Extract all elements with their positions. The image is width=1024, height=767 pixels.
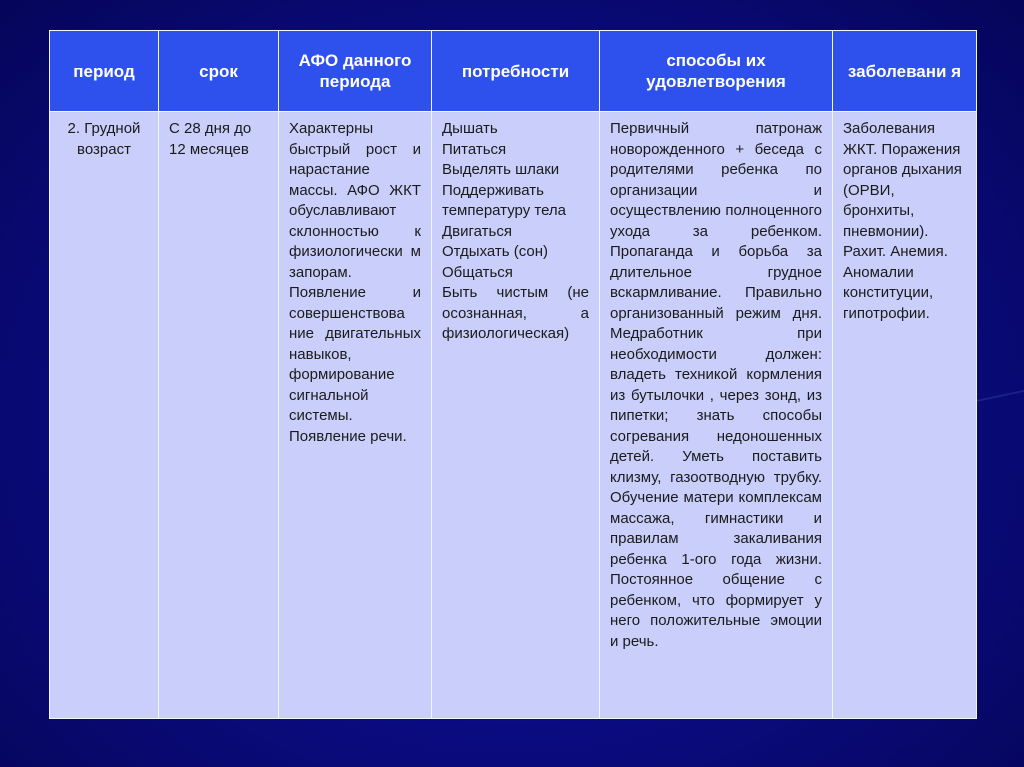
cell-afo: Характерны быстрый рост и нарастание массы. АФО ЖКТ обуславливают склонностью к физиологически м запорам. Появление и совершенствова ние двигательных навыков, формирование сигнальной системы. Появление речи. xyxy=(279,112,432,719)
header-afo: АФО данного периода xyxy=(279,31,432,112)
header-period: период xyxy=(50,31,159,112)
need-item: Общаться xyxy=(442,263,513,281)
need-item: Выделять шлаки xyxy=(442,161,560,178)
cell-ways: Первичный патронаж новорожденного + беседа с родителями ребенка по организации и осуществлению полноценного ухода за ребенком. Пропаганда и борьба за длительное грудное вскармливание. Правильно организованный режим дня. Медработник при необходимости должен: владеть техникой кормления из бутылочки , через зонд, из пипетки; знать способы согревания недоношенных детей. Уметь поставить клизму, газоотводную трубку. Обучение матери комплексам массажа, гимнастики и правилам закаливания ребенка 1-ого года жизни. Постоянное общение с ребенком, что формирует у него положительные эмоции и речь. xyxy=(600,112,833,719)
need-item: Отдыхать (сон) xyxy=(442,243,549,260)
header-ways: способы их удовлетворения xyxy=(600,31,833,112)
cell-term: С 28 дня до 12 месяцев xyxy=(159,112,279,719)
need-item: Дышать xyxy=(442,120,498,137)
need-item: Быть чистым (не осознанная, а физиологическая) xyxy=(442,284,589,342)
table-header-row xyxy=(50,31,977,112)
header-needs: потребности xyxy=(432,31,600,112)
table-row xyxy=(50,112,977,719)
infant-period-table xyxy=(49,30,977,719)
need-item: Питаться xyxy=(442,140,507,158)
cell-period: 2. Грудной возраст xyxy=(50,112,159,719)
header-term: срок xyxy=(159,31,279,112)
need-item: Двигаться xyxy=(442,222,512,240)
cell-needs xyxy=(432,112,600,719)
cell-diseases: Заболевания ЖКТ. Поражения органов дыхания (ОРВИ, бронхиты, пневмонии). Рахит. Анемия. Аномалии конституции, гипотрофии. xyxy=(833,112,977,719)
header-diseases: заболевани я xyxy=(833,31,977,112)
need-item: Поддерживать температуру тела xyxy=(442,181,567,219)
